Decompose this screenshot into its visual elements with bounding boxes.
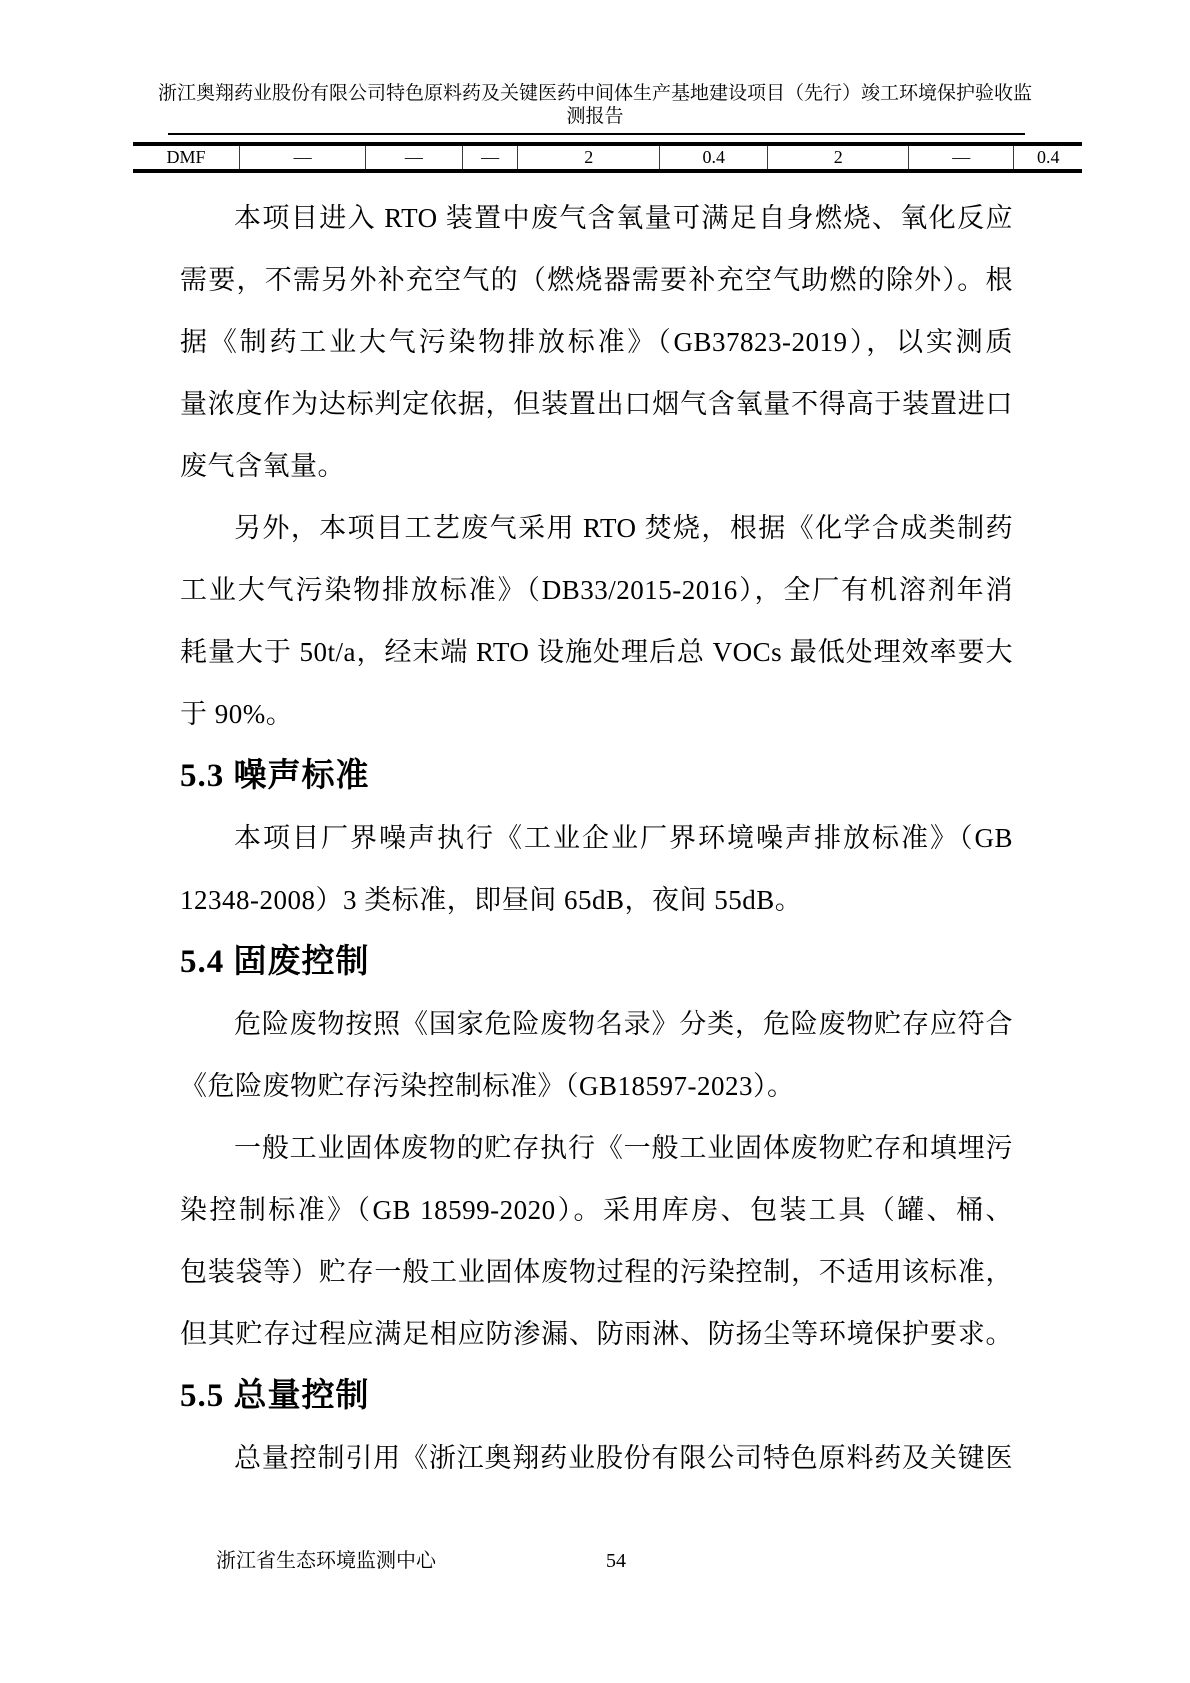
table-cell: 0.4	[659, 146, 767, 169]
body-text-line: 但其贮存过程应满足相应防渗漏、防雨淋、防扬尘等环境保护要求。	[180, 1319, 1013, 1349]
table-cell: 2	[517, 146, 659, 169]
body-text-line: 包装袋等）贮存一般工业固体废物过程的污染控制，不适用该标准，	[180, 1257, 1013, 1287]
table-cell: —	[462, 146, 517, 169]
body-text-line: 于 90%。	[180, 699, 294, 729]
header-divider	[168, 133, 1025, 135]
body-text-line: 12348-2008）3 类标准，即昼间 65dB，夜间 55dB。	[180, 885, 803, 915]
body-text-line: 另外，本项目工艺废气采用 RTO 焚烧，根据《化学合成类制药	[234, 513, 1013, 543]
body-text-line: 工业大气污染物排放标准》（DB33/2015-2016），全厂有机溶剂年消	[180, 575, 1013, 605]
section-heading: 5.5 总量控制	[180, 1378, 370, 1414]
body-text-line: 耗量大于 50t/a，经末端 RTO 设施处理后总 VOCs 最低处理效率要大	[180, 637, 1013, 667]
body-text-line: 本项目厂界噪声执行《工业企业厂界环境噪声排放标准》（GB	[234, 823, 1013, 853]
footer-page-number: 54	[606, 1550, 626, 1572]
body-text-line: 废气含氧量。	[180, 451, 345, 481]
table-cell: 0.4	[1013, 146, 1082, 169]
body-text-line: 总量控制引用《浙江奥翔药业股份有限公司特色原料药及关键医	[234, 1443, 1013, 1473]
footer-organization: 浙江省生态环境监测中心	[216, 1550, 436, 1572]
body-text-line: 量浓度作为达标判定依据，但装置出口烟气含氧量不得高于装置进口	[180, 389, 1013, 419]
table-cell: DMF	[166, 147, 206, 167]
body-text-line: 需要，不需另外补充空气的（燃烧器需要补充空气助燃的除外）。根	[180, 265, 1013, 295]
body-text-line: 本项目进入 RTO 装置中废气含氧量可满足自身燃烧、氧化反应	[234, 203, 1013, 233]
running-header	[95, 82, 1095, 128]
summary-table-row	[133, 142, 1082, 173]
body-text-line: 危险废物按照《国家危险废物名录》分类，危险废物贮存应符合	[234, 1009, 1013, 1039]
section-heading: 5.3 噪声标准	[180, 758, 370, 794]
table-cell: —	[239, 146, 365, 169]
body-text-line: 染控制标准》（GB 18599-2020）。采用库房、包装工具（罐、桶、	[180, 1195, 1013, 1225]
document-body	[180, 187, 1013, 1489]
header-title-line1: 浙江奥翔药业股份有限公司特色原料药及关键医药中间体生产基地建设项目（先行）竣工环境保护验收监	[157, 83, 1032, 104]
header-title-line2: 测报告	[566, 106, 624, 127]
table-cell: —	[365, 146, 462, 169]
table-cell: 2	[767, 146, 908, 169]
body-text-line: 《危险废物贮存污染控制标准》（GB18597-2023）。	[180, 1071, 795, 1101]
section-heading: 5.4 固废控制	[180, 944, 370, 980]
table-cell: —	[908, 146, 1013, 169]
body-text-line: 据《制药工业大气污染物排放标准》（GB37823-2019），以实测质	[180, 327, 1013, 357]
body-text-line: 一般工业固体废物的贮存执行《一般工业固体废物贮存和填埋污	[234, 1133, 1013, 1163]
